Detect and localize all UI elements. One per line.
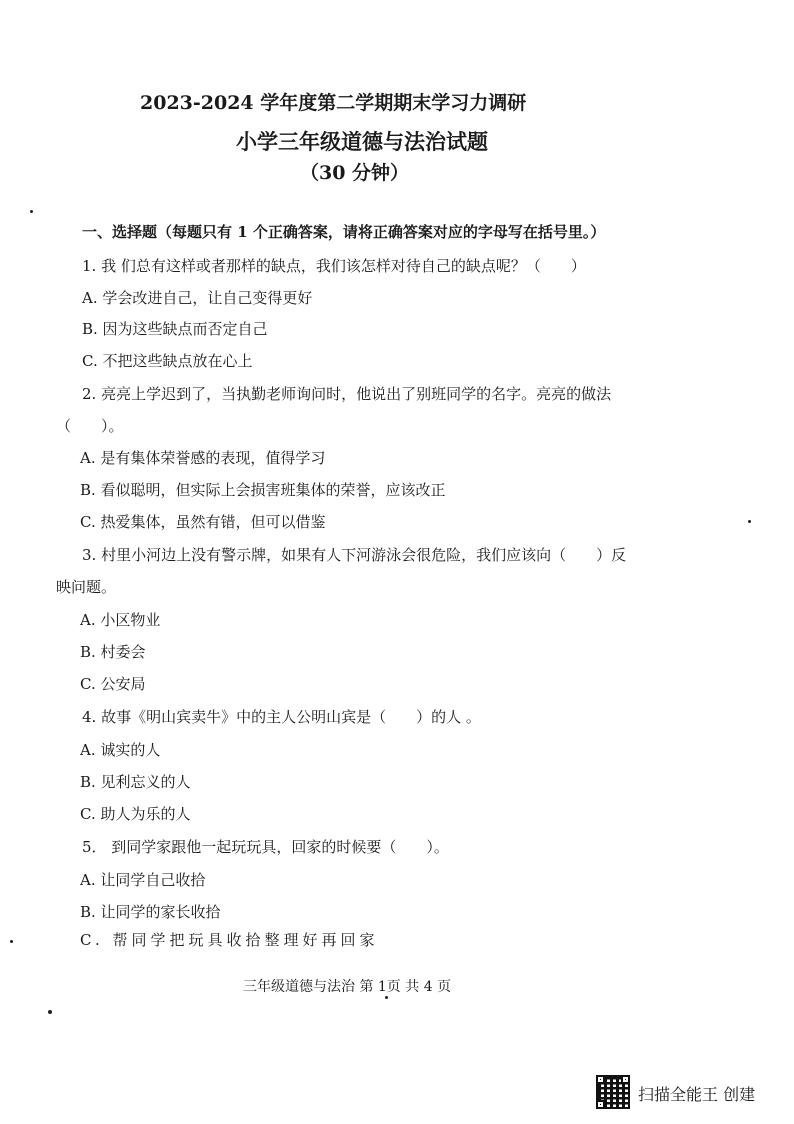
question-3-option-a: A. 小区物业 [80,611,161,629]
question-2-stem-line1: 2. 亮亮上学迟到了，当执勤老师询问时，他说出了别班同学的名字。亮亮的做法 [82,385,612,403]
scanner-watermark: 扫描全能王 创建 [638,1085,756,1104]
question-2-option-a: A. 是有集体荣誉感的表现，值得学习 [80,449,326,467]
question-1-option-c: C. 不把这些缺点放在心上 [82,352,253,370]
scan-speck [748,520,751,523]
question-2-option-b: B. 看似聪明，但实际上会损害班集体的荣誉，应该改正 [80,481,446,499]
exam-title-year: 2023-2024 学年度第二学期期末学习力调研 [140,92,527,114]
question-3-option-b: B. 村委会 [80,643,146,661]
question-2-stem-line2: （ ）。 [56,417,124,435]
question-1-option-a: A. 学会改进自己，让自己变得更好 [82,289,313,307]
question-5-option-c: C. 帮同学把玩具收拾整理好再回家 [80,931,379,949]
question-3-stem-line1: 3. 村里小河边上没有警示牌，如果有人下河游泳会很危险，我们应该向（ ）反 [82,546,627,564]
question-4-option-b: B. 见利忘义的人 [80,773,191,791]
exam-duration: （30 分钟） [300,162,410,184]
scan-speck [10,940,13,943]
question-5-option-a: A. 让同学自己收拾 [80,871,206,889]
qr-code-icon [596,1075,630,1109]
scan-speck [30,210,33,213]
section-heading-choice: 一、选择题（每题只有 1 个正确答案，请将正确答案对应的字母写在括号里。） [82,223,606,241]
page-footer: 三年级道德与法治 第 1页 共 4 页 [243,979,452,995]
question-1-option-b: B. 因为这些缺点而否定自己 [82,320,268,338]
exam-title-subject: 小学三年级道德与法治试题 [236,129,488,154]
question-2-option-c: C. 热爱集体，虽然有错，但可以借鉴 [80,513,326,531]
question-4-option-a: A. 诚实的人 [80,741,161,759]
question-5-stem: 5． 到同学家跟他一起玩玩具，回家的时候要（ ）。 [82,838,449,856]
scan-speck [385,996,388,999]
question-5-option-b: B. 让同学的家长收拾 [80,903,221,921]
question-3-stem-line2: 映问题。 [56,578,117,596]
question-3-option-c: C. 公安局 [80,675,146,693]
question-4-option-c: C. 助人为乐的人 [80,805,191,823]
question-4-stem: 4. 故事《明山宾卖牛》中的主人公明山宾是（ ）的人 。 [82,708,481,726]
scan-speck [48,1010,52,1014]
question-1-stem: 1. 我 们总有这样或者那样的缺点，我们该怎样对待自己的缺点呢？（ ） [82,257,586,275]
